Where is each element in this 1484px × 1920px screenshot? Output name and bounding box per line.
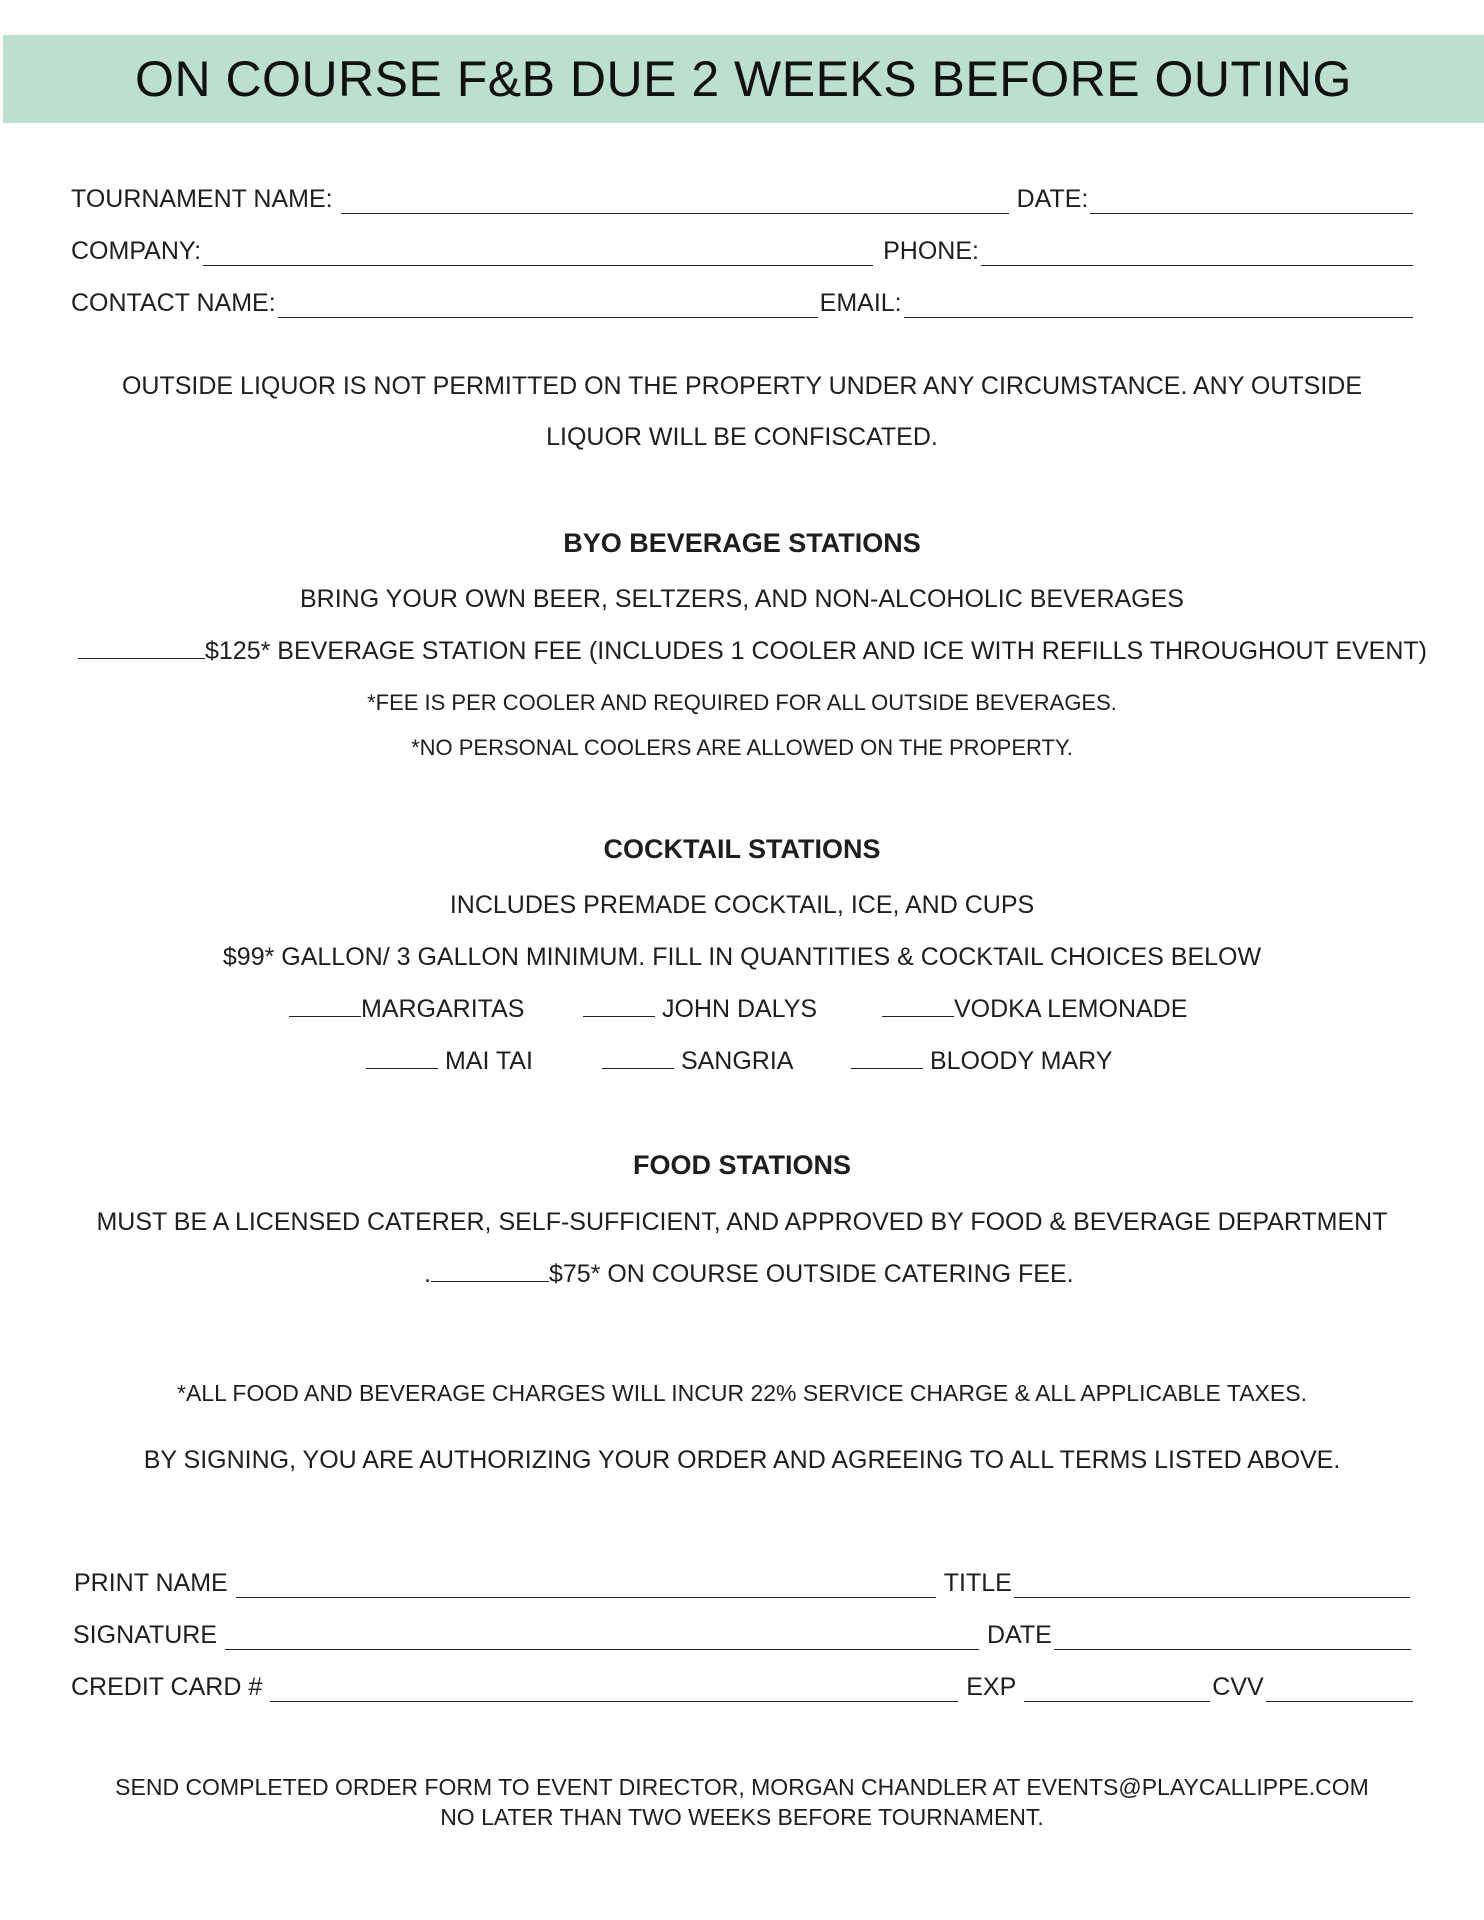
email-label: EMAIL: (819, 289, 902, 317)
cocktail-choice-bloody-mary (851, 1047, 1112, 1076)
byo-note-coolers: *NO PERSONAL COOLERS ARE ALLOWED ON THE PROPERTY. (411, 735, 1073, 760)
company-phone-row (71, 232, 1415, 266)
cvv-field[interactable] (1266, 1677, 1413, 1702)
byo-subtitle: BRING YOUR OWN BEER, SELTZERS, AND NON-ALCOHOLIC BEVERAGES (300, 585, 1184, 613)
page-title: ON COURSE F&B DUE 2 WEEKS BEFORE OUTING (135, 51, 1352, 107)
cocktail-choice-vodka-lemonade (882, 995, 1187, 1024)
mai-tai-quantity-field[interactable] (366, 1067, 438, 1069)
header-banner (3, 35, 1484, 123)
cocktail-choice-mai-tai (366, 1047, 533, 1076)
print-name-label: PRINT NAME (74, 1569, 228, 1597)
credit-card-field[interactable] (270, 1677, 958, 1702)
food-fee-quantity-field[interactable] (431, 1280, 549, 1282)
margaritas-quantity-field[interactable] (289, 1015, 361, 1017)
byo-note-fee: *FEE IS PER COOLER AND REQUIRED FOR ALL OUTSIDE BEVERAGES. (367, 690, 1117, 715)
email-field[interactable] (904, 293, 1413, 318)
signature-date-row (73, 1616, 1413, 1650)
liquor-notice-line2: LIQUOR WILL BE CONFISCATED. (546, 423, 938, 451)
byo-fee-row (78, 637, 1427, 666)
byo-heading: BYO BEVERAGE STATIONS (563, 528, 921, 558)
john-dalys-label: JOHN DALYS (661, 995, 818, 1023)
liquor-notice-line1: OUTSIDE LIQUOR IS NOT PERMITTED ON THE PROPERTY UNDER ANY CIRCUMSTANCE. ANY OUTSIDE (121, 372, 1362, 400)
food-fee-prefix: . (424, 1260, 431, 1288)
byo-fee-quantity-field[interactable] (78, 657, 205, 659)
credit-card-label: CREDIT CARD # (71, 1673, 263, 1701)
footer-deadline: NO LATER THAN TWO WEEKS BEFORE TOURNAMENT. (440, 1804, 1044, 1830)
food-requirement: MUST BE A LICENSED CATERER, SELF-SUFFICIENT, AND APPROVED BY FOOD & BEVERAGE DEPARTMENT (96, 1208, 1388, 1236)
title-field[interactable] (1014, 1573, 1410, 1598)
exp-label: EXP (966, 1673, 1017, 1701)
phone-field[interactable] (981, 241, 1413, 266)
signature-label: SIGNATURE (73, 1621, 217, 1649)
john-dalys-quantity-field[interactable] (583, 1015, 655, 1017)
bloody-mary-quantity-field[interactable] (851, 1067, 923, 1069)
sangria-quantity-field[interactable] (602, 1067, 674, 1069)
tournament-name-field[interactable] (341, 189, 1009, 214)
contact-name-label: CONTACT NAME: (71, 289, 276, 317)
signature-date-field[interactable] (1054, 1625, 1411, 1650)
cocktail-choice-sangria (602, 1047, 793, 1076)
signature-date-label: DATE (987, 1621, 1052, 1649)
food-fee-row (424, 1260, 1074, 1289)
food-fee-text: $75* ON COURSE OUTSIDE CATERING FEE. (548, 1260, 1074, 1288)
signature-field[interactable] (225, 1625, 979, 1650)
company-field[interactable] (203, 241, 873, 266)
authorization-note: BY SIGNING, YOU ARE AUTHORIZING YOUR ORDER AND AGREEING TO ALL TERMS LISTED ABOVE. (143, 1446, 1341, 1474)
tournament-name-label: TOURNAMENT NAME: (71, 185, 333, 213)
exp-field[interactable] (1024, 1677, 1210, 1702)
cocktail-choice-margaritas (289, 995, 524, 1024)
contact-name-field[interactable] (278, 293, 818, 318)
cvv-label: CVV (1212, 1673, 1264, 1701)
tournament-date-row (71, 180, 1415, 214)
cocktail-choice-john-dalys (583, 995, 817, 1024)
footer-send-instructions: SEND COMPLETED ORDER FORM TO EVENT DIRECTOR, MORGAN CHANDLER AT EVENTS@PLAYCALLIPPE.COM (115, 1774, 1369, 1800)
date-field[interactable] (1090, 189, 1413, 214)
print-name-title-row (74, 1564, 1412, 1598)
mai-tai-label: MAI TAI (444, 1047, 533, 1075)
date-label: DATE: (1016, 185, 1089, 213)
vodka-lemonade-quantity-field[interactable] (882, 1015, 954, 1017)
byo-fee-text: $125* BEVERAGE STATION FEE (INCLUDES 1 COOLER AND ICE WITH REFILLS THROUGHOUT EVENT) (205, 637, 1428, 665)
service-charge-note: *ALL FOOD AND BEVERAGE CHARGES WILL INCUR 22% SERVICE CHARGE & ALL APPLICABLE TAXES. (177, 1380, 1307, 1406)
margaritas-label: MARGARITAS (361, 995, 525, 1023)
cocktail-pricing: $99* GALLON/ 3 GALLON MINIMUM. FILL IN QUANTITIES & COCKTAIL CHOICES BELOW (222, 943, 1262, 971)
contact-email-row (71, 284, 1415, 318)
title-label: TITLE (943, 1569, 1012, 1597)
vodka-lemonade-label: VODKA LEMONADE (954, 995, 1188, 1023)
cocktail-subtitle: INCLUDES PREMADE COCKTAIL, ICE, AND CUPS (449, 891, 1035, 919)
food-heading: FOOD STATIONS (633, 1150, 851, 1180)
company-label: COMPANY: (71, 237, 202, 265)
cocktail-heading: COCKTAIL STATIONS (603, 834, 881, 864)
sangria-label: SANGRIA (680, 1047, 794, 1075)
phone-label: PHONE: (883, 237, 979, 265)
bloody-mary-label: BLOODY MARY (929, 1047, 1113, 1075)
print-name-field[interactable] (236, 1573, 936, 1598)
credit-card-row (71, 1668, 1415, 1702)
